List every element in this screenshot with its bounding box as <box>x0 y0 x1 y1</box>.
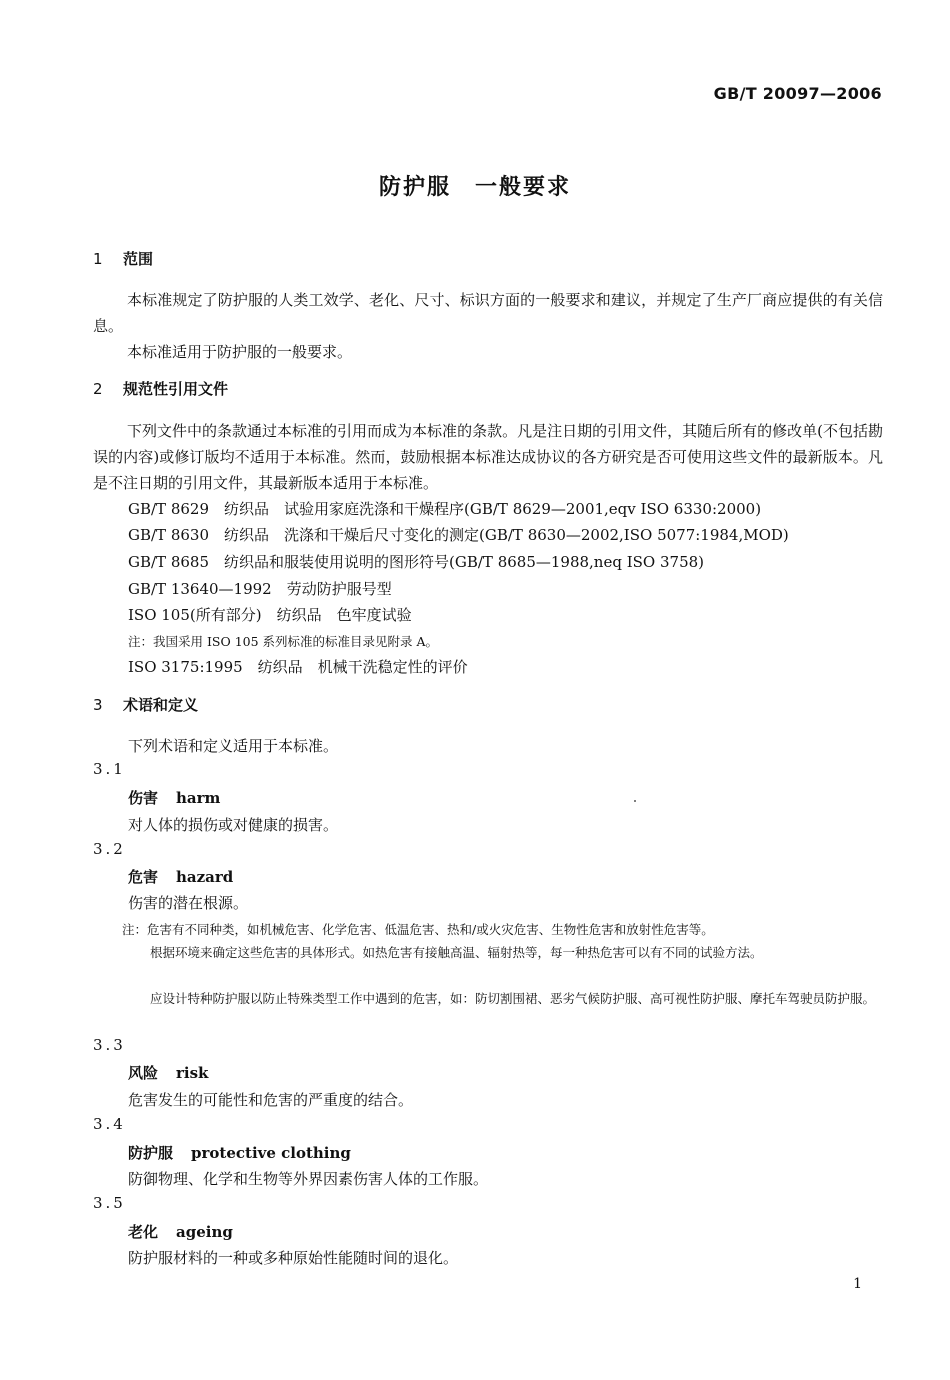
term-heading <box>128 1062 208 1083</box>
clause-number: 3.4 <box>93 1115 126 1133</box>
term-definition: 对人体的损伤或对健康的损害。 <box>128 816 339 834</box>
term-en: protective clothing <box>191 1144 351 1162</box>
document-title: 防护服 一般要求 <box>378 175 571 200</box>
clause-number: 3.3 <box>93 1036 126 1054</box>
term-zh: 危害 <box>128 868 159 886</box>
term-definition: 危害发生的可能性和危害的严重度的结合。 <box>128 1091 414 1109</box>
term-zh: 风险 <box>128 1064 159 1082</box>
section-number: 3 <box>93 696 103 714</box>
section-title: 规范性引用文件 <box>123 380 229 398</box>
reference-item: GB/T 8685 纺织品和服装使用说明的图形符号(GB/T 8685—1988,neq ISO 3758) <box>128 553 705 571</box>
reference-item: ISO 3175:1995 纺织品 机械干洗稳定性的评价 <box>128 658 468 676</box>
section-number: 2 <box>93 380 103 398</box>
term-definition: 防护服材料的一种或多种原始性能随时间的退化。 <box>128 1249 459 1267</box>
section-title: 术语和定义 <box>123 696 199 714</box>
term-note: 应设计特种防护服以防止特殊类型工作中遇到的危害，如：防切割围裙、恶劣气候防护服、高可视性防护服、摩托车驾驶员防护服。 <box>150 991 876 1006</box>
normative-references-paragraph: 下列文件中的条款通过本标准的引用而成为本标准的条款。凡是注日期的引用文件，其随后所有的修改单(不包括勘误的内容)或修订版均不适用于本标准。然而，鼓励根据本标准达成协议的各方研究是否可使用这些文件的最新版本。凡是不注日期的引用文件，其最新版本适用于本标准。 <box>93 422 883 492</box>
scope-paragraph-2: 本标准适用于防护服的一般要求。 <box>127 343 353 361</box>
term-heading <box>128 866 233 887</box>
speck <box>634 800 636 802</box>
term-en: risk <box>176 1064 209 1082</box>
section-title: 范围 <box>123 250 154 268</box>
terms-intro: 下列术语和定义适用于本标准。 <box>128 737 339 755</box>
reference-item: ISO 105(所有部分) 纺织品 色牢度试验 <box>128 606 412 624</box>
term-zh: 伤害 <box>128 789 159 807</box>
term-note: 根据环境来确定这些危害的具体形式。如热危害有接触高温、辐射热等，每一种热危害可以有不同的试验方法。 <box>150 945 763 960</box>
term-heading <box>128 787 220 808</box>
term-zh: 防护服 <box>128 1144 174 1162</box>
section-3-heading <box>93 694 198 715</box>
section-1-heading <box>93 248 153 269</box>
term-heading <box>128 1142 351 1163</box>
term-en: hazard <box>176 868 234 886</box>
clause-number: 3.1 <box>93 760 126 778</box>
term-definition: 伤害的潜在根源。 <box>128 894 249 912</box>
term-en: ageing <box>176 1223 233 1241</box>
reference-item: GB/T 8629 纺织品 试验用家庭洗涤和干燥程序(GB/T 8629—2001,eqv ISO 6330:2000) <box>128 500 762 518</box>
clause-number: 3.2 <box>93 840 126 858</box>
reference-item: GB/T 8630 纺织品 洗涤和干燥后尺寸变化的测定(GB/T 8630—2002,ISO 5077:1984,MOD) <box>128 526 789 544</box>
clause-number: 3.5 <box>93 1194 126 1212</box>
term-zh: 老化 <box>128 1223 159 1241</box>
page-number: 1 <box>853 1276 862 1292</box>
term-definition: 防御物理、化学和生物等外界因素伤害人体的工作服。 <box>128 1170 489 1188</box>
section-2-heading <box>93 378 228 399</box>
reference-item: GB/T 13640—1992 劳动防护服号型 <box>128 580 392 598</box>
term-en: harm <box>176 789 221 807</box>
reference-note: 注：我国采用 ISO 105 系列标准的标准目录见附录 A。 <box>128 634 439 649</box>
term-heading <box>128 1221 233 1242</box>
section-number: 1 <box>93 250 103 268</box>
scope-paragraph-1: 本标准规定了防护服的人类工效学、老化、尺寸、标识方面的一般要求和建议，并规定了生产厂商应提供的有关信息。 <box>93 291 883 335</box>
term-note: 注：危害有不同种类，如机械危害、化学危害、低温危害、热和/或火灾危害、生物性危害和放射性危害等。 <box>122 922 714 937</box>
standard-number: GB/T 20097—2006 <box>713 84 882 103</box>
